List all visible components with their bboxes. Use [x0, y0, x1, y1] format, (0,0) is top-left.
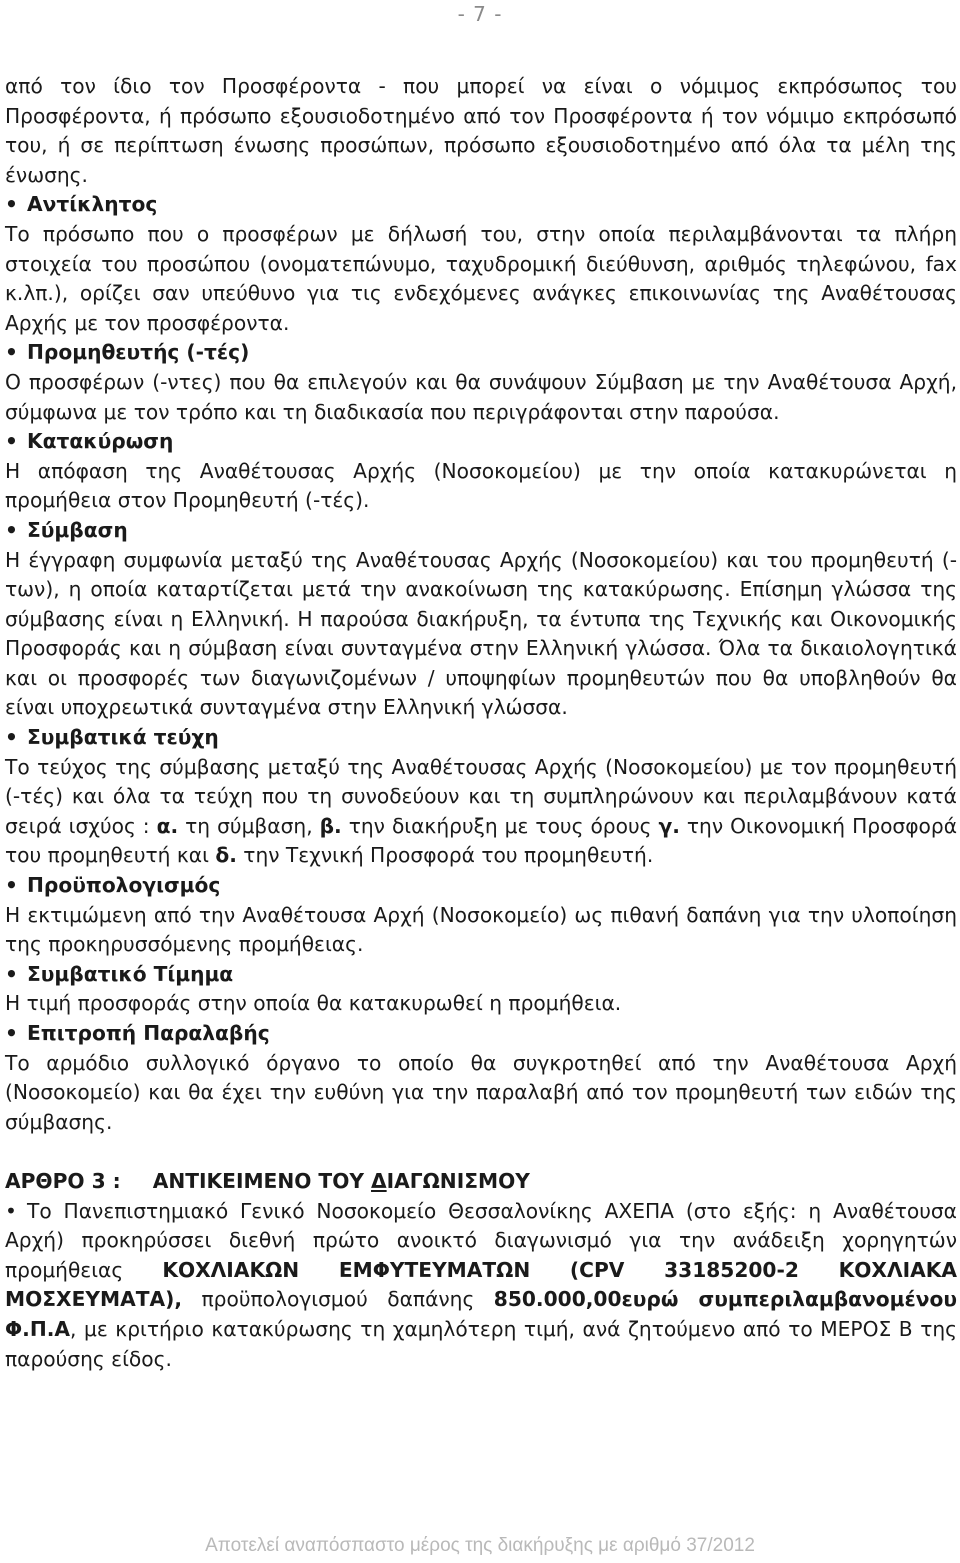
text-fragment: Το Πανεπιστημιακό Γενικό Νοσοκομείο Θεσσαλονίκης ΑΧΕΠΑ (στο εξής: η Αναθέτουσα Αρχή) προκηρύσσει διεθνή πρώτο ανοικτό διαγωνισμό για την ανάδειξη χορηγητών προμήθειας	[5, 1198, 957, 1282]
definition-heading	[5, 190, 957, 220]
definition-heading	[5, 427, 957, 457]
text-fragment: την Οικονομική Προσφορά του προμηθευτή και	[5, 813, 958, 868]
definition-text: Το αρμόδιο συλλογικό όργανο το οποίο θα συγκροτηθεί από την Αναθέτουσα Αρχή (Νοσοκομείο) και θα έχει την ευθύνη για την παραλαβή από τον προμηθευτή των ειδών της σύμβασης.	[5, 1050, 957, 1134]
article-body	[5, 1197, 957, 1375]
page-footer: Αποτελεί αναπόσπαστο μέρος της διακήρυξης με αριθμό 37/2012	[205, 1535, 755, 1556]
definition-heading	[5, 516, 957, 546]
definition-text: Η τιμή προσφοράς στην οποία θα κατακυρωθεί η προμήθεια.	[5, 991, 622, 1016]
document-body	[5, 72, 957, 1374]
definition-term: Συμβατικά τεύχη	[27, 725, 219, 750]
article-title-underlined: Δ	[371, 1168, 387, 1193]
text-fragment: τη σύμβαση,	[178, 813, 320, 838]
bullet-icon: •	[5, 192, 18, 217]
article-number: ΑΡΘΡΟ 3 :	[5, 1168, 121, 1193]
text-fragment: Το τεύχος της σύμβασης μεταξύ της Αναθέτουσας Αρχής (Νοσοκομείου) με τον προμηθευτή (-τές) και όλα τα τεύχη που τη συνοδεύουν και τη συμπληρώνουν και περιλαμβάνουν κατά σειρά ισχύος :	[5, 754, 957, 838]
article-title-suffix: ΙΑΓΩΝΙΣΜΟΥ	[386, 1168, 530, 1193]
budget-amount: 850.000,00ευρώ συμπεριλαμβανομένου Φ.Π.Α	[5, 1287, 957, 1341]
text-fragment: προϋπολογισμού δαπάνης	[182, 1287, 494, 1312]
definition-heading	[5, 723, 957, 753]
definition-text: Το πρόσωπο που ο προσφέρων με δήλωσή του, στην οποία περιλαμβάνονται τα πλήρη στοιχεία του προσώπου (ονοματεπώνυμο, ταχυδρομική διεύθυνση, αριθμός τηλεφώνου, fax κ.λπ.), ορίζει σαν υπεύθυνο για τις ενδεχόμενες ανάγκες επικοινωνίας της Αναθέτουσας Αρχής με τον προσφέροντα.	[5, 221, 957, 335]
definition-term: Προϋπολογισμός	[27, 873, 221, 898]
definition-term: Συμβατικό Τίμημα	[27, 961, 234, 986]
definition-text: Η έγγραφη συμφωνία μεταξύ της Αναθέτουσας Αρχής (Νοσοκομείου) και του προμηθευτή (-των), η οποία καταρτίζεται μετά την ανακοίνωση της κατακύρωσης. Επίσημη γλώσσα της σύμβασης είναι η Ελληνική. Η παρούσα διακήρυξη, τα έντυπα της Τεχνικής και Οικονομικής Προσφοράς και η σύμβαση είναι συνταγμένα στην Ελληνική γλώσσα. Όλα τα δικαιολογητικά και οι προσφορές των διαγωνιζομένων / υποψηφίων προμηθευτών που θα υποβληθούν θα είναι υποχρεωτικά συνταγμένα στην Ελληνική γλώσσα.	[5, 547, 957, 720]
product-name: ΚΟΧΛΙΑΚΩΝ ΕΜΦΥΤΕΥΜΑΤΩΝ (CPV 33185200-2 ΚΟΧΛΙΑΚΑ ΜΟΣΧΕΥΜΑΤΑ),	[5, 1257, 957, 1312]
bullet-icon: •	[5, 873, 18, 898]
definition-heading	[5, 1019, 957, 1049]
definition-term: Προμηθευτής (-τές)	[27, 340, 250, 365]
bullet-icon: •	[5, 961, 18, 986]
definition-text	[5, 753, 957, 871]
bullet-icon: •	[5, 725, 18, 750]
page-number: - 7 -	[457, 2, 503, 26]
definition-term: Κατακύρωση	[27, 429, 174, 454]
definition-heading	[5, 960, 957, 990]
list-marker: β.	[319, 813, 342, 838]
list-marker: α.	[156, 813, 179, 838]
bullet-icon: •	[5, 429, 18, 454]
bullet-icon: •	[5, 517, 18, 542]
article-heading	[5, 1167, 957, 1197]
bullet-icon: •	[5, 1021, 18, 1045]
bullet-icon: •	[5, 1198, 17, 1223]
definition-text: Ο προσφέρων (-ντες) που θα επιλεγούν και θα συνάψουν Σύμβαση με την Αναθέτουσα Αρχή, σύμφωνα με τον τρόπο και τη διαδικασία που περιγράφονται στην παρούσα.	[5, 369, 957, 424]
definition-text: Η εκτιμώμενη από την Αναθέτουσα Αρχή (Νοσοκομείο) ως πιθανή δαπάνη για την υλοποίηση της προκηρυσσόμενης προμήθειας.	[5, 902, 957, 957]
intro-paragraph: από τον ίδιο τον Προσφέροντα - που μπορεί να είναι ο νόμιμος εκπρόσωπος του Προσφέροντα, ή πρόσωπο εξουσιοδοτημένο από τον Προσφέροντα ή τον νόμιμο εκπρόσωπό του, ή σε περίπτωση ένωσης προσώπων, πρόσωπο εξουσιοδοτημένο από όλα τα μέλη της ένωσης.	[5, 74, 957, 187]
text-fragment: την Τεχνική Προσφορά του προμηθευτή.	[236, 843, 654, 868]
text-fragment: την διακήρυξη με τους όρους	[341, 813, 659, 838]
definition-term: Σύμβαση	[27, 517, 128, 542]
bullet-icon: •	[5, 340, 18, 365]
definition-term: Αντίκλητος	[27, 192, 158, 217]
list-marker: δ.	[215, 843, 237, 868]
definition-heading	[5, 871, 957, 901]
definition-text: Η απόφαση της Αναθέτουσας Αρχής (Νοσοκομείου) με την οποία κατακυρώνεται η προμήθεια στον Προμηθευτή (-τές).	[5, 458, 957, 513]
definition-heading	[5, 338, 957, 368]
article-title-text: ΑΝΤΙΚΕΙΜΕΝΟ ΤΟΥ	[152, 1168, 372, 1193]
text-fragment: , με κριτήριο κατακύρωσης τη χαμηλότερη τιμή, ανά ζητούμενο από το ΜΕΡΟΣ Β της παρούσης είδος.	[5, 1316, 957, 1371]
list-marker: γ.	[658, 813, 680, 838]
definition-term: Επιτροπή Παραλαβής	[27, 1021, 270, 1045]
